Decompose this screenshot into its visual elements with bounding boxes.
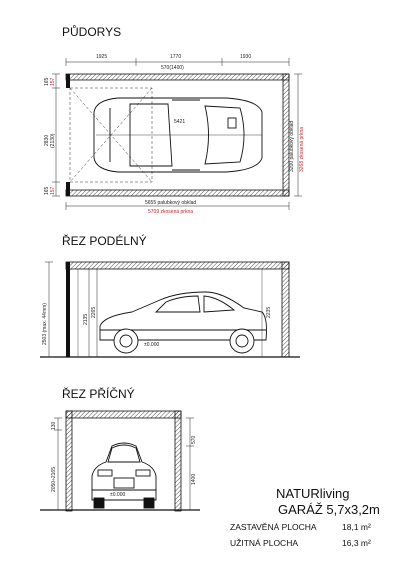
- plan-dim-bottom: 5655 palubkový obklad: [145, 200, 197, 206]
- long-dim-total: 2503 (max. 44mm): [42, 303, 48, 345]
- plan-dim-middle: 1770: [170, 54, 182, 60]
- usable-area-label: UŽITNÁ PLOCHA: [230, 538, 299, 548]
- cross-dim-right: 1400: [191, 473, 197, 485]
- product-name: GARÁŽ 5,7x3,2m: [278, 502, 380, 517]
- long-section-left-dimension: [45, 262, 97, 357]
- plan-dim-left-mid2: (2130): [50, 133, 56, 148]
- plan-dim-sub: 570(1400): [161, 65, 184, 71]
- built-area-value: 18,1 m²: [342, 522, 371, 532]
- cross-dim-left-top: 130: [51, 421, 57, 430]
- cross-dim-right-top: 570: [191, 435, 197, 444]
- cross-dim-left: 2050÷2165: [51, 467, 57, 492]
- plan-dim-right-red: 3268 zkosená prkna: [299, 126, 305, 172]
- plan-dim-left-top: 165: [44, 77, 50, 86]
- plan-dim-bottom-red: 5709 zkosená prkna: [148, 209, 194, 215]
- plan-dim-left: 1925: [96, 54, 108, 60]
- plan-dim-right: 3200 palubkový obklad: [289, 120, 295, 172]
- long-section-car-side-view: [100, 292, 267, 353]
- long-section-structure: [40, 262, 300, 357]
- cross-section-title: ŘEZ PŘÍČNÝ: [62, 387, 135, 401]
- cross-section-level: ±0.000: [110, 492, 126, 498]
- long-dim-b: 2265: [91, 306, 97, 318]
- long-section-level: ±0.000: [144, 342, 160, 348]
- usable-area-value: 16,3 m²: [342, 538, 371, 548]
- cross-section-car-front-view: [92, 443, 156, 508]
- plan-car-length: 5421: [174, 119, 186, 125]
- plan-dim-right: 1930: [240, 54, 252, 60]
- plan-title: PŮDORYS: [62, 25, 122, 39]
- long-dim-right: 2235: [266, 306, 272, 318]
- plan-dim-left-mid: 2830: [44, 134, 50, 146]
- plan-dim-left-bot-red: 157: [50, 186, 56, 195]
- plan-car-top-view: [94, 98, 262, 172]
- long-section-title: ŘEZ PODÉLNÝ: [62, 234, 147, 248]
- built-area-label: ZASTAVĚNÁ PLOCHA: [230, 522, 317, 532]
- plan-dim-left-top-red: 157: [50, 77, 56, 86]
- plan-dim-left-bot: 165: [44, 186, 50, 195]
- long-dim-a: 2135: [83, 313, 89, 325]
- brand-name: NATURliving: [276, 486, 350, 501]
